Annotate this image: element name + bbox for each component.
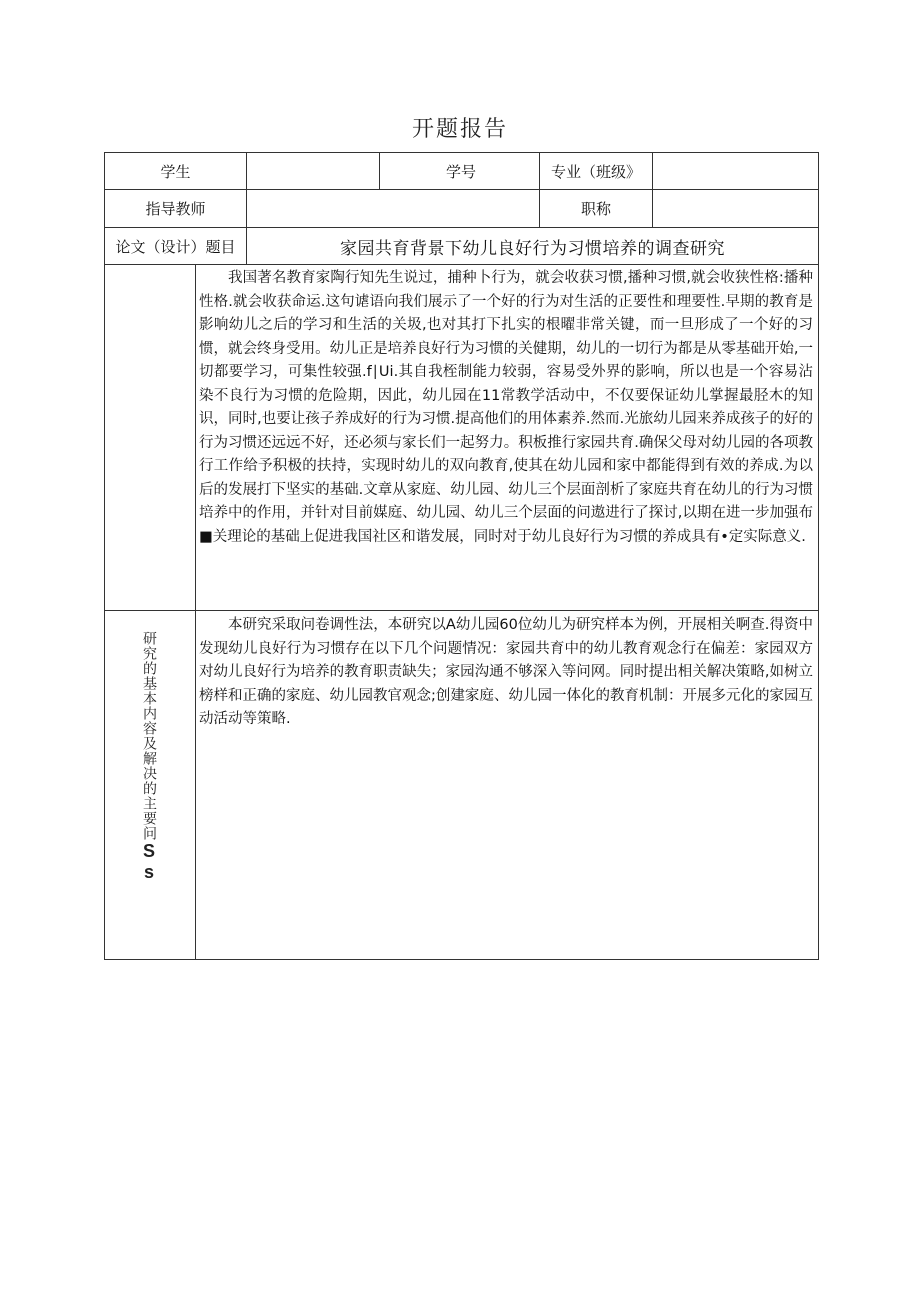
title-rank-label: 职称 (539, 189, 652, 227)
thesis-topic-label: 论文（设计）题目 (105, 227, 246, 264)
research-vertical-label (131, 631, 167, 883)
advisor-value-field[interactable] (246, 189, 539, 227)
page-title: 开题报告 (411, 117, 508, 142)
research-label-tail: Ss (139, 841, 159, 883)
thesis-topic-value: 家园共育背景下幼儿良好行为习惯培养的调查研究 (246, 227, 818, 264)
student-label: 学生 (160, 162, 191, 181)
background-label-cell (105, 264, 195, 610)
research-content-cell (195, 610, 818, 959)
background-content-cell (195, 264, 818, 610)
student-id-label: 学号 (379, 153, 542, 189)
research-paragraph: 本研究采取问卷调性法，本研究以A幼儿园60位幼儿为研究样本为例，开展相关啊查.得资中发现幼儿良好行为习惯存在以下几个问题情况：家园共育中的幼儿教育观念行在偏差：家园双方对幼儿良好行为培养的教育职责缺失；家园沟通不够深入等问网。同时提出相关解决策略,如树立榜样和正确的家庭、幼儿园教官观念;创建家庭、幼儿园一体化的教育机制：开展多元化的家园互动活动等策略. (199, 617, 813, 727)
research-label-cell (105, 610, 195, 959)
background-paragraph: 我国著名教育家陶行知先生说过，捕种卜行为，就会收获习惯,播种习惯,就会收狭性格:播种性格.就会收获命运.这句谑语向我们展示了一个好的行为对生活的正要性和理要性.早期的教育是影响幼儿之后的学习和生活的关圾,也对其打下扎实的根曜非常关键，而一旦形成了一个好的习惯，就会终身受用。幼儿正是培养良好行为习惯的关健期，幼儿的一切行为都是从零基础开始,一切都要学习，可集性较强.f∣Ui.其自我桎制能力较弱，容易受外界的影响，所以也是一个容易沾染不良行为习惯的危险期，因此，幼儿园在11常教学活动中，不仅要保证幼儿掌握最胫木的知识，同时,也要让孩子养成好的行为习惯.提高他们的用体素养.然而.光旅幼儿园来养成孩子的好的行为习惯还远远不好，还必须与家长们一起努力。积板推行家园共育.确保父母对幼儿园的各项教行工作给予积极的扶持，实现时幼儿的双向教育,使其在幼儿园和家中都能得到有效的养成.为以后的发展打下坚实的基础.文章从家庭、幼儿园、幼儿三个层面剖析了家庭共育在幼儿的行为习惯培养中的作用，并针对目前媒庭、幼儿园、幼儿三个层面的问遨进行了探讨,以期在进一步加强布■关理论的基础上促进我国社区和谐发展，同时对于幼儿良好行为习惯的养成具有•定实际意义. (199, 270, 813, 545)
student-value-field[interactable] (246, 153, 379, 189)
title-rank-value-field[interactable] (652, 189, 818, 227)
advisor-label: 指导教师 (105, 189, 246, 227)
research-label-main: 研究的基本内容及解决的主要问 (141, 631, 157, 841)
major-class-value-field[interactable] (652, 153, 818, 189)
major-class-label: 专业（班级》 (539, 153, 652, 189)
proposal-form-table (104, 152, 819, 960)
